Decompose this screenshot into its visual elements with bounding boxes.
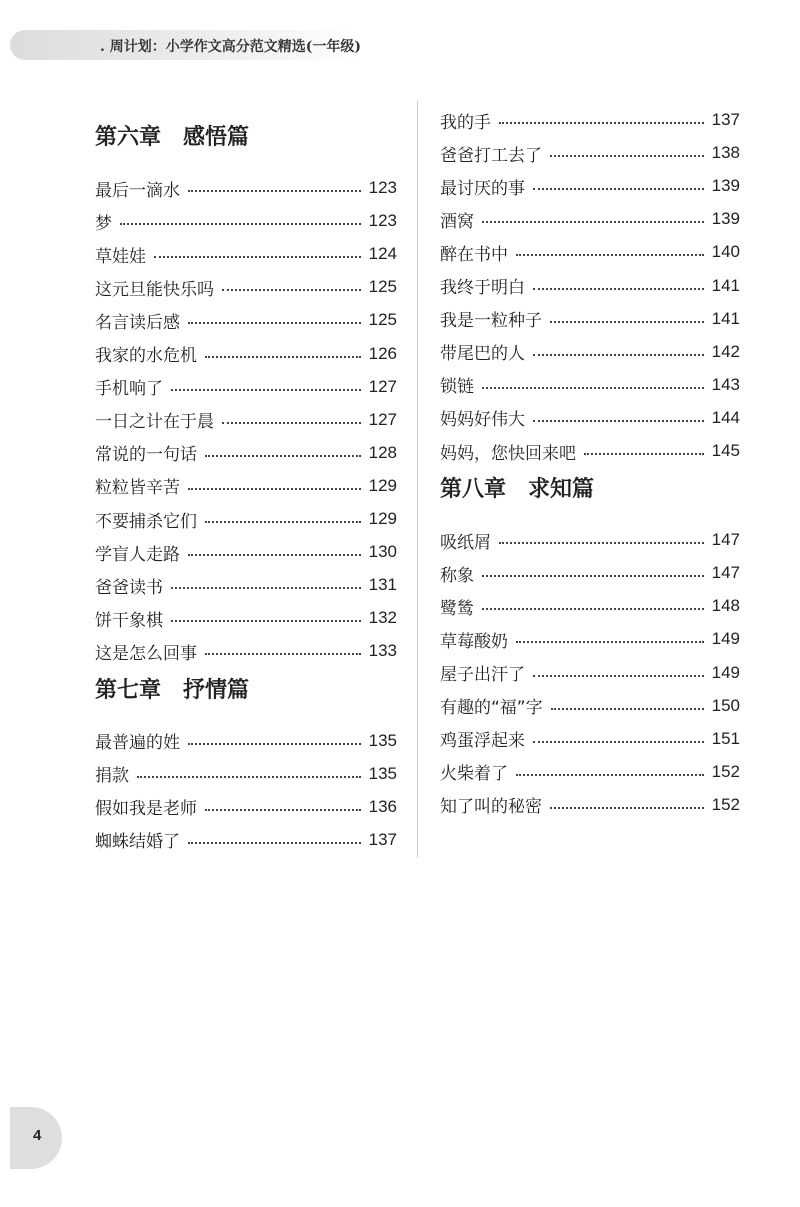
entry-title: 爸爸打工去了 <box>440 145 542 166</box>
entry-title: 鸡蛋浮起来 <box>440 731 525 752</box>
entry-page-number: 135 <box>368 730 397 750</box>
dot-leader <box>516 774 704 776</box>
entry-page-number: 129 <box>368 475 397 495</box>
toc-entry[interactable] <box>95 639 397 663</box>
chapter-heading <box>440 472 594 503</box>
entry-title: 最讨厌的事 <box>440 178 525 199</box>
entry-title: 妈妈，您快回来吧 <box>440 443 576 464</box>
dot-leader <box>222 422 361 424</box>
toc-entry[interactable] <box>440 174 740 198</box>
dot-leader <box>154 256 361 258</box>
toc-entry[interactable] <box>440 694 740 718</box>
dot-leader <box>584 453 704 455</box>
dot-leader <box>205 653 361 655</box>
dot-leader <box>533 420 704 422</box>
entry-page-number: 123 <box>368 211 397 231</box>
dot-leader <box>533 188 704 190</box>
entry-page-number: 123 <box>368 178 397 197</box>
entry-title: 粒粒皆辛苦 <box>95 478 180 499</box>
chapter-heading <box>95 120 249 151</box>
entry-title: 草莓酸奶 <box>440 631 508 652</box>
toc-entry[interactable] <box>95 474 397 498</box>
toc-entry[interactable] <box>95 275 397 299</box>
entry-title: 草娃娃 <box>95 246 146 267</box>
toc-entry[interactable] <box>95 242 397 266</box>
entry-title: 这元旦能快乐吗 <box>95 279 214 300</box>
toc-entry[interactable] <box>95 176 397 200</box>
dot-leader <box>171 620 361 622</box>
toc-entry[interactable] <box>440 240 740 264</box>
dot-leader <box>188 190 361 192</box>
page-number: 4 <box>33 1127 42 1144</box>
entry-page-number: 152 <box>711 794 740 814</box>
dot-leader <box>482 387 704 389</box>
toc-entry[interactable] <box>440 760 740 784</box>
entry-page-number: 149 <box>711 662 740 682</box>
dot-leader <box>482 221 704 223</box>
entry-title: 锁链 <box>440 377 474 398</box>
dot-leader <box>205 521 361 523</box>
entry-page-number: 145 <box>711 441 740 460</box>
entry-page-number: 128 <box>368 442 397 462</box>
entry-page-number: 151 <box>711 728 740 748</box>
entry-page-number: 132 <box>368 608 397 628</box>
entry-title: 鹭鸶 <box>440 598 474 619</box>
entry-page-number: 135 <box>368 763 397 783</box>
entry-title: 爸爸读书 <box>95 577 163 598</box>
dot-leader <box>533 354 704 356</box>
dot-leader <box>171 587 361 589</box>
entry-page-number: 150 <box>711 695 740 715</box>
entry-title: 蜘蛛结婚了 <box>95 832 180 853</box>
entry-title: 我是一粒种子 <box>440 311 542 332</box>
toc-entry[interactable] <box>440 627 740 651</box>
entry-page-number: 152 <box>711 761 740 781</box>
toc-entry[interactable] <box>440 661 740 685</box>
dot-leader <box>499 122 704 124</box>
entry-page-number: 130 <box>368 542 397 562</box>
toc-entry[interactable] <box>95 762 397 786</box>
toc-entry[interactable] <box>440 561 740 585</box>
toc-entry[interactable] <box>95 507 397 531</box>
dot-leader <box>533 288 704 290</box>
entry-page-number: 133 <box>368 641 397 661</box>
toc-entry[interactable] <box>440 727 740 751</box>
dot-leader <box>188 488 361 490</box>
toc-entry[interactable] <box>440 439 740 463</box>
entry-page-number: 148 <box>711 596 740 616</box>
toc-entry[interactable] <box>440 207 740 231</box>
dot-leader <box>205 356 361 358</box>
toc-entry[interactable] <box>440 307 740 331</box>
entry-title: 酒窝 <box>440 211 474 232</box>
toc-entry[interactable] <box>95 308 397 332</box>
entry-page-number: 129 <box>368 509 397 528</box>
entry-title: 有趣的“福”字 <box>440 698 543 719</box>
entry-page-number: 147 <box>711 563 740 583</box>
entry-title: 称象 <box>440 565 474 586</box>
toc-entry[interactable] <box>95 606 397 630</box>
entry-page-number: 144 <box>711 407 740 427</box>
entry-page-number: 143 <box>711 374 740 394</box>
entry-page-number: 125 <box>368 277 397 297</box>
entry-title: 不要捕杀它们 <box>95 511 197 532</box>
dot-leader <box>516 641 704 643</box>
entry-title: 常说的一句话 <box>95 445 197 466</box>
dot-leader <box>482 608 704 610</box>
chapter-number: 第八章 <box>440 476 507 503</box>
dot-leader <box>550 321 704 323</box>
toc-entry[interactable] <box>95 209 397 233</box>
toc-entry[interactable] <box>440 594 740 618</box>
entry-page-number: 138 <box>711 143 740 163</box>
toc-entry[interactable] <box>95 828 397 852</box>
dot-leader <box>188 743 361 745</box>
dot-leader <box>499 542 704 544</box>
toc-entry[interactable] <box>95 408 397 432</box>
dot-leader <box>482 575 704 577</box>
dot-leader <box>205 809 361 811</box>
entry-title: 最普遍的姓 <box>95 733 180 753</box>
toc-entry[interactable] <box>95 573 397 597</box>
entry-title: 吸纸屑 <box>440 532 491 553</box>
toc-entry[interactable] <box>440 373 740 397</box>
entry-page-number: 137 <box>711 110 740 129</box>
entry-title: 我家的水危机 <box>95 346 197 366</box>
dot-leader <box>188 322 361 324</box>
entry-title: 这是怎么回事 <box>95 643 197 664</box>
dot-leader <box>137 776 361 778</box>
entry-page-number: 126 <box>368 343 397 363</box>
entry-page-number: 139 <box>711 176 740 196</box>
entry-title: 醉在书中 <box>440 244 508 265</box>
entry-title: 屋子出汗了 <box>440 665 525 685</box>
chapter-name: 抒情篇 <box>183 676 250 703</box>
entry-title: 火柴着了 <box>440 764 508 785</box>
dot-leader <box>550 155 704 157</box>
entry-title: 名言读后感 <box>95 312 180 333</box>
dot-leader <box>533 675 704 677</box>
dot-leader <box>120 223 361 225</box>
toc-entry[interactable] <box>95 540 397 564</box>
toc-entry[interactable] <box>95 441 397 465</box>
entry-title: 梦 <box>95 213 112 234</box>
entry-page-number: 136 <box>368 796 397 816</box>
entry-title: 我的手 <box>440 112 491 133</box>
toc-entry[interactable] <box>95 342 397 366</box>
dot-leader <box>533 741 704 743</box>
entry-title: 饼干象棋 <box>95 610 163 631</box>
toc-entry[interactable] <box>440 406 740 430</box>
entry-title: 知了叫的秘密 <box>440 797 542 818</box>
dot-leader <box>550 807 704 809</box>
dot-leader <box>171 389 361 391</box>
toc-entry[interactable] <box>95 729 397 753</box>
entry-page-number: 137 <box>368 829 397 849</box>
toc-entry[interactable] <box>95 375 397 399</box>
entry-title: 捐款 <box>95 766 129 787</box>
dot-leader <box>205 455 361 457</box>
entry-page-number: 149 <box>711 629 740 649</box>
toc-entry[interactable] <box>440 528 740 552</box>
entry-page-number: 124 <box>368 244 397 264</box>
entry-title: 一日之计在于晨 <box>95 412 214 433</box>
toc-entry[interactable] <box>95 795 397 819</box>
chapter-number: 第六章 <box>95 124 162 150</box>
dot-leader <box>516 254 704 256</box>
column-divider <box>417 100 418 858</box>
toc-entry[interactable] <box>440 108 740 132</box>
entry-title: 假如我是老师 <box>95 799 197 820</box>
chapter-number: 第七章 <box>95 676 162 703</box>
toc-entry[interactable] <box>440 274 740 298</box>
chapter-name: 求知篇 <box>528 476 595 503</box>
chapter-name: 感悟篇 <box>183 124 250 150</box>
entry-page-number: 127 <box>368 376 397 396</box>
entry-page-number: 127 <box>368 409 397 429</box>
toc-entry[interactable] <box>440 793 740 817</box>
entry-page-number: 140 <box>711 242 740 262</box>
dot-leader <box>188 842 361 844</box>
entry-page-number: 141 <box>711 308 740 328</box>
running-header: . 周计划：小学作文高分范文精选(一年级) <box>100 39 361 55</box>
entry-title: 妈妈好伟大 <box>440 410 525 431</box>
chapter-heading <box>95 673 249 704</box>
toc-entry[interactable] <box>440 340 740 364</box>
dot-leader <box>188 554 361 556</box>
entry-title: 最后一滴水 <box>95 180 180 201</box>
entry-title: 手机响了 <box>95 379 163 400</box>
entry-page-number: 147 <box>711 530 740 550</box>
entry-page-number: 141 <box>711 275 740 295</box>
dot-leader <box>551 708 704 710</box>
entry-page-number: 125 <box>368 310 397 330</box>
entry-title: 学盲人走路 <box>95 544 180 565</box>
entry-page-number: 131 <box>368 575 397 595</box>
entry-page-number: 142 <box>711 341 740 361</box>
entry-title: 我终于明白 <box>440 278 525 298</box>
entry-page-number: 139 <box>711 209 740 229</box>
toc-entry[interactable] <box>440 141 740 165</box>
entry-title: 带尾巴的人 <box>440 344 525 365</box>
dot-leader <box>222 289 361 291</box>
